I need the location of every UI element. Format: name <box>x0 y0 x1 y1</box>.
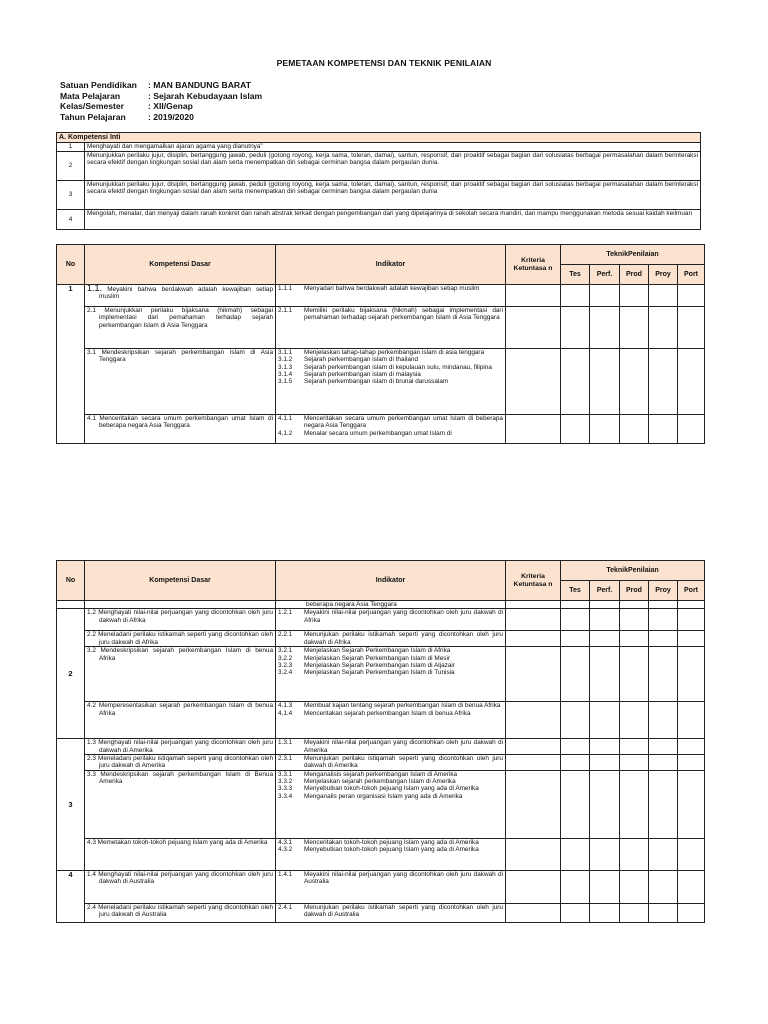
indikator-item <box>278 631 503 646</box>
perf-cell[interactable] <box>590 349 620 415</box>
kd-text: Meneladani perilaku istiqamah seperti yang dicontohkan oleh juru dakwah di Amerika <box>98 754 273 770</box>
kriteria-cell[interactable] <box>506 739 561 755</box>
ki-number: 3 <box>57 181 85 210</box>
prod-cell[interactable] <box>620 838 649 870</box>
meta-label: Mata Pelajaran <box>60 90 121 101</box>
indikator-text: Menyadari bahwa berdakwah adalah kewajiban setiap muslim <box>304 285 480 292</box>
meta-value: : 2019/2020 <box>148 111 194 122</box>
indikator-item <box>278 669 503 676</box>
kompetensi-inti-heading: A. Kompetensi Inti <box>57 133 701 143</box>
indikator-text: Menjelaskan Sejarah Perkembangan Islam di Tunisia <box>304 669 455 677</box>
indikator-number: 3.1.2 <box>278 356 293 364</box>
col-no-header: No <box>57 561 85 601</box>
kriteria-cell[interactable] <box>506 631 561 647</box>
perf-cell[interactable] <box>590 903 620 922</box>
indikator-number: 3.2.4 <box>278 669 293 677</box>
indikator-text: Menjelaskan Sejarah Perkembangan Islam di Aljazair <box>304 661 455 669</box>
tes-cell[interactable] <box>561 870 590 903</box>
kd-number: 4.2 <box>87 702 96 710</box>
col-kd-header: Kompetensi Dasar <box>85 245 276 285</box>
indikator-text: Memiliki perilaku bijaksana (hikmah) sebagai implementasi dari pemahaman terhadap sejarah perkembangan Islam di Asia Tenggara <box>304 307 503 322</box>
indikator-text: Menunjukan perilaku istiqamah seperti yang dicontohkan oleh juru dakwah di Amerika <box>304 754 503 770</box>
indikator-cell <box>276 702 506 739</box>
indikator-text: Sejarah perkembangan islam di kepulauan sulu, mindanau, filipina <box>304 363 492 371</box>
port-cell[interactable] <box>678 349 705 415</box>
prod-cell[interactable] <box>620 647 649 702</box>
indikator-item <box>278 785 503 792</box>
tes-cell[interactable] <box>561 838 590 870</box>
indikator-item <box>278 662 503 669</box>
proy-cell[interactable] <box>649 601 678 609</box>
indikator-number: 3.2.2 <box>278 654 293 662</box>
indikator-number: 3.1.5 <box>278 378 293 386</box>
proy-cell[interactable] <box>649 702 678 739</box>
indikator-text: Menyebutkan tokoh-tokoh pejuang Islam yang ada di Amerika <box>304 846 479 854</box>
col-teknik-header: TeknikPenilaian <box>561 561 705 581</box>
indikator-item <box>278 755 503 770</box>
indikator-number: 4.3.2 <box>278 846 293 854</box>
proy-cell[interactable] <box>649 609 678 631</box>
port-cell[interactable] <box>678 702 705 739</box>
meta-label: Satuan Pendidikan <box>60 80 137 90</box>
kd-number: 2.2 <box>87 631 96 639</box>
kd-cell <box>85 702 276 739</box>
kd-text: Menghayati nilai-nilai perjuangan yang dicontohkan oleh juru dakwah di Afrika <box>98 609 273 624</box>
kd-text: Mendeskripsikan sejarah perkembangan Islam di benua Afrika <box>99 647 273 662</box>
indikator-text: Sejarah perkembangan islam di brunai darussalam <box>304 378 449 386</box>
indikator-continuation: beberapa negara Asia Tenggara <box>276 601 506 609</box>
indikator-text: Sejarah perkembangan islam di thailand <box>304 356 419 364</box>
page-title: PEMETAAN KOMPETENSI DAN TEKNIK PENILAIAN <box>276 58 492 68</box>
tes-cell[interactable] <box>561 285 590 307</box>
ki-text: Menghayati dan mengamalkan ajaran agama yang dianutnya" <box>85 143 701 152</box>
col-port-header: Port <box>678 265 705 285</box>
meta-row <box>60 112 262 123</box>
port-cell[interactable] <box>678 631 705 647</box>
indikator-text: Menganalisis sejarah perkembangan Islam di Amerika <box>304 770 458 778</box>
proy-cell[interactable] <box>649 770 678 838</box>
kd-text: Meneladani perilaku istikamah seperti yang dicontohkan oleh juru dakwah di Australia <box>98 903 274 919</box>
kd-number: 4.3 <box>87 838 96 846</box>
perf-cell[interactable] <box>590 739 620 755</box>
kd-cell <box>85 285 276 307</box>
meta-row <box>60 91 262 102</box>
kd-number: 2.3 <box>87 754 96 762</box>
prod-cell[interactable] <box>620 770 649 838</box>
ki-number: 2 <box>57 152 85 181</box>
kriteria-cell[interactable] <box>506 838 561 870</box>
kd-cell <box>85 609 276 631</box>
kriteria-cell[interactable] <box>506 609 561 631</box>
port-cell[interactable] <box>678 647 705 702</box>
indikator-item <box>278 846 503 853</box>
kriteria-cell[interactable] <box>506 285 561 307</box>
indikator-cell <box>276 903 506 922</box>
perf-cell[interactable] <box>590 870 620 903</box>
indikator-number: 3.3.4 <box>278 792 293 800</box>
meta-row <box>60 80 262 91</box>
tes-cell[interactable] <box>561 601 590 609</box>
indikator-item <box>278 871 503 886</box>
indikator-cell <box>276 285 506 307</box>
kd-cell <box>85 870 276 903</box>
indikator-cell <box>276 770 506 838</box>
indikator-text: Sejarah perkembangan islam di malaysia <box>304 370 421 378</box>
kd-text: Meneladani perilaku istikamah seperti yang dicontohkan oleh juru dakwah di Afrika <box>98 631 274 646</box>
row-number: 2 <box>57 609 85 739</box>
kriteria-cell[interactable] <box>506 415 561 444</box>
indikator-cell <box>276 647 506 702</box>
kriteria-cell[interactable] <box>506 903 561 922</box>
kriteria-cell[interactable] <box>506 870 561 903</box>
kd-number: 3.1 <box>87 349 96 356</box>
kriteria-cell[interactable] <box>506 349 561 415</box>
kriteria-cell[interactable] <box>506 770 561 838</box>
indikator-item <box>278 647 503 654</box>
indikator-number: 3.3.3 <box>278 785 293 793</box>
kd-number: 1.2 <box>87 609 96 617</box>
port-cell[interactable] <box>678 903 705 922</box>
perf-cell[interactable] <box>590 415 620 444</box>
kd-text: Mendeskripsikan sejarah perkembangan Islam di Benua Amerika <box>99 770 273 786</box>
indikator-number: 1.2.1 <box>278 609 293 617</box>
prod-cell[interactable] <box>620 739 649 755</box>
port-cell[interactable] <box>678 770 705 838</box>
col-prod-header: Prod <box>620 265 649 285</box>
indikator-number: 1.3.1 <box>278 739 293 747</box>
tes-cell[interactable] <box>561 739 590 755</box>
indikator-item <box>278 349 503 356</box>
meta-value: : MAN BANDUNG BARAT <box>148 80 251 90</box>
indikator-number: 3.3.1 <box>278 770 293 778</box>
indikator-item <box>278 739 503 754</box>
ki-text: Menunjukkan perilaku jujur, disiplin, bertanggung jawab, peduli (gotong royong, kerja sama, toleran, damai), santun, responsif, dan proaktif sebagai bagian dari solusiatas berbagai permasalahan dalam berinteraksi secara efektif dengan lingkungan sosial dan alam serta menempatkan diri sebagai cerminan bangsa dalam pergaulan dunia <box>85 181 701 210</box>
kd-text: Memetakan tokoh-tokoh pejuang Islam yang ada di Amerika <box>97 838 268 846</box>
kd-cell <box>85 838 276 870</box>
tes-cell[interactable] <box>561 647 590 702</box>
perf-cell[interactable] <box>590 647 620 702</box>
indikator-text: Menunjukan perilaku istikamah seperti yang dicontohkan oleh juru dakwah di Australia <box>304 903 503 919</box>
kd-text: Menunjukkan perilaku bijaksana (hikmah) sebagai implementasi dari pemahaman terhadap sejarah perkembangan Islam di Asia Tenggara <box>99 307 273 329</box>
col-proy-header: Proy <box>649 581 678 601</box>
indikator-number: 3.1.3 <box>278 363 293 371</box>
row-number: 1 <box>57 285 85 444</box>
tes-cell[interactable] <box>561 609 590 631</box>
meta-row <box>60 101 262 112</box>
col-kd-header: Kompetensi Dasar <box>85 561 276 601</box>
kd-cell <box>85 349 276 415</box>
indikator-text: Menyebutkan tokoh-tokoh pejuang Islam yang ada di Amerika <box>304 785 479 793</box>
tes-cell[interactable] <box>561 770 590 838</box>
indikator-item <box>278 710 503 717</box>
tes-cell[interactable] <box>561 754 590 770</box>
indikator-number: 1.4.1 <box>278 870 293 878</box>
perf-cell[interactable] <box>590 770 620 838</box>
perf-cell[interactable] <box>590 702 620 739</box>
kd-number: 3.2 <box>87 647 96 655</box>
perf-cell[interactable] <box>590 307 620 349</box>
indikator-cell <box>276 349 506 415</box>
indikator-cell <box>276 609 506 631</box>
indikator-text: Menceritakan sejarah perkembangan Islam di benua Afrika <box>304 709 471 717</box>
kd-cell <box>85 307 276 349</box>
col-teknik-header: TeknikPenilaian <box>561 245 705 265</box>
kd-text: Menceritakan secara umum perkembangan umat Islam di beberapa negara Asia Tenggara <box>99 415 273 430</box>
indikator-number: 1.1.1 <box>278 285 293 292</box>
kd-number: 1.3 <box>87 739 96 747</box>
port-cell[interactable] <box>678 415 705 444</box>
col-proy-header: Proy <box>649 265 678 285</box>
proy-cell[interactable] <box>649 349 678 415</box>
indikator-item <box>278 285 503 292</box>
prod-cell[interactable] <box>620 631 649 647</box>
kd-cell <box>85 415 276 444</box>
kompetensi-dasar-table-1 <box>56 244 705 444</box>
kd-number: 1.1. <box>87 284 103 293</box>
col-kriteria-header: Kriteria Ketuntasa n <box>506 245 561 285</box>
indikator-item <box>278 778 503 785</box>
port-cell[interactable] <box>678 754 705 770</box>
port-cell[interactable] <box>678 870 705 903</box>
kd-cell <box>85 647 276 702</box>
perf-cell[interactable] <box>590 601 620 609</box>
port-cell[interactable] <box>678 838 705 870</box>
meta-value: : XII/Genap <box>148 101 193 111</box>
kd-text: Mendeskripsikan sejarah perkembangan Islam di Asia Tenggara <box>99 349 273 364</box>
col-perf-header: Perf. <box>590 265 620 285</box>
row-number: 3 <box>57 739 85 871</box>
kriteria-cell[interactable] <box>506 647 561 702</box>
indikator-text: Menceritakan secara umum perkembangan umat Islam di beberapa negara Asia Tenggara <box>304 415 503 430</box>
port-cell[interactable] <box>678 601 705 609</box>
perf-cell[interactable] <box>590 285 620 307</box>
meta-value: : Sejarah Kebudayaan Islam <box>148 90 263 101</box>
indikator-item <box>278 364 503 371</box>
indikator-item <box>278 793 503 800</box>
kd-cell <box>85 631 276 647</box>
indikator-cell <box>276 631 506 647</box>
proy-cell[interactable] <box>649 739 678 755</box>
prod-cell[interactable] <box>620 601 649 609</box>
prod-cell[interactable] <box>620 415 649 444</box>
meta-label: Kelas/Semester <box>60 101 125 111</box>
ki-text: Mengolah, menalar, dan menyaji dalam ranah konkret dan ranah abstrak terkait dengan pengembangan dari yang dipelajarinya di sekolah secara mandiri, dan mampu menggunakan metoda sesuai kaidah keilmuan <box>85 210 701 230</box>
col-prod-header: Prod <box>620 581 649 601</box>
indikator-cell <box>276 307 506 349</box>
kompetensi-inti-table <box>56 132 701 230</box>
indikator-number: 2.1.1 <box>278 307 293 314</box>
indikator-item <box>278 371 503 378</box>
indikator-cell <box>276 838 506 870</box>
indikator-text: Menjelaskan Sejarah Perkembangan Islam di Mesir <box>304 654 450 662</box>
prod-cell[interactable] <box>620 609 649 631</box>
prod-cell[interactable] <box>620 754 649 770</box>
indikator-item <box>278 356 503 363</box>
ki-text: Menunjukkan perilaku jujur, disiplin, bertanggung jawab, peduli (gotong royong, kerja sama, toleran, damai), santun, responsif, dan proaktif sebagai bagian dari solusiatas berbagai permasalahan dalam berinteraksi secara efektif dengan lingkungan sosial dan alam serta menempatkan diri sebagai cerminan bangsa dalam pergaulan dunia. <box>85 152 701 181</box>
indikator-cell <box>276 870 506 903</box>
prod-cell[interactable] <box>620 870 649 903</box>
indikator-text: Menjelaskan Sejarah Perkembangan Islam di Afrika <box>304 647 451 655</box>
kd-number: 2.1 <box>87 307 96 314</box>
col-tes-header: Tes <box>561 265 590 285</box>
indikator-text: Menunjukan perilaku istikamah seperti yang dicontohkan oleh juru dakwah di Afrika <box>304 631 503 646</box>
indikator-item <box>278 771 503 778</box>
indikator-item <box>278 307 503 322</box>
indikator-number: 4.3.1 <box>278 838 293 846</box>
kriteria-cell[interactable] <box>506 754 561 770</box>
row-number: 4 <box>57 870 85 922</box>
kd-number: 4.1 <box>87 415 96 422</box>
kd-cell <box>85 739 276 755</box>
proy-cell[interactable] <box>649 285 678 307</box>
indikator-text: Menjelaskan tahap-tahap perkembangan islam di asia tenggara <box>304 349 485 356</box>
indikator-number: 3.2.1 <box>278 647 293 655</box>
col-indikator-header: Indikator <box>276 245 506 285</box>
port-cell[interactable] <box>678 739 705 755</box>
indikator-text: Menalar secara umum perkembangan umat Islam di <box>304 429 452 437</box>
indikator-item <box>278 702 503 709</box>
col-port-header: Port <box>678 581 705 601</box>
indikator-text: Menceritakan tokoh-tokoh pejuang Islam yang ada di Amerika <box>304 838 479 846</box>
kd-text: Meyakini bahwa berdakwah adalah kewajiban setiap muslim <box>99 286 273 301</box>
perf-cell[interactable] <box>590 754 620 770</box>
prod-cell[interactable] <box>620 307 649 349</box>
indikator-text: Meyakini nilai-nilai perjuangan yang dicontohkan oleh juru dakwah di Afrika <box>304 609 503 624</box>
indikator-cell <box>276 415 506 444</box>
indikator-number: 4.1.1 <box>278 415 293 422</box>
kd-number: 2.4 <box>87 903 96 911</box>
indikator-number: 3.2.3 <box>278 661 293 669</box>
indikator-item <box>278 609 503 624</box>
indikator-number: 3.1.1 <box>278 349 293 356</box>
indikator-cell <box>276 754 506 770</box>
indikator-text: Meyakini nilai-nilai perjuangan yang dicontohkan oleh juru dakwah di Australia <box>304 870 503 886</box>
proy-cell[interactable] <box>649 631 678 647</box>
indikator-text: Membuat kajian tentang sejarah perkembangan Islam di benua Afrika <box>304 702 501 710</box>
indikator-number: 2.2.1 <box>278 631 293 639</box>
indikator-text: Menganalis peran organisasi Islam yang ada di Amerika <box>304 792 463 800</box>
indikator-item <box>278 378 503 385</box>
indikator-item <box>278 904 503 919</box>
indikator-text: Menjelaskan sejarah perkembangan Islam di Amerika <box>304 778 456 786</box>
meta-label: Tahun Pelajaran <box>60 111 126 122</box>
proy-cell[interactable] <box>649 870 678 903</box>
ki-number: 4 <box>57 210 85 230</box>
indikator-number: 4.1.4 <box>278 709 293 717</box>
kd-number: 1.4 <box>87 870 96 878</box>
prod-cell[interactable] <box>620 285 649 307</box>
kriteria-cell[interactable] <box>506 702 561 739</box>
document-meta <box>60 80 262 122</box>
proy-cell[interactable] <box>649 415 678 444</box>
port-cell[interactable] <box>678 307 705 349</box>
col-tes-header: Tes <box>561 581 590 601</box>
tes-cell[interactable] <box>561 349 590 415</box>
proy-cell[interactable] <box>649 838 678 870</box>
indikator-number: 3.3.2 <box>278 778 293 786</box>
kd-cell <box>85 770 276 838</box>
tes-cell[interactable] <box>561 415 590 444</box>
col-indikator-header: Indikator <box>276 561 506 601</box>
kd-text: Memperesentasikan sejarah perkembangan Islam di benua Afrika <box>98 702 274 717</box>
indikator-item <box>278 430 503 437</box>
proy-cell[interactable] <box>649 903 678 922</box>
tes-cell[interactable] <box>561 702 590 739</box>
prod-cell[interactable] <box>620 903 649 922</box>
kd-cell <box>85 754 276 770</box>
ki-number: 1 <box>57 143 85 152</box>
kriteria-cell[interactable] <box>506 601 561 609</box>
col-no-header: No <box>57 245 85 285</box>
indikator-item <box>278 655 503 662</box>
port-cell[interactable] <box>678 609 705 631</box>
indikator-number: 2.4.1 <box>278 903 293 911</box>
indikator-number: 2.3.1 <box>278 754 293 762</box>
tes-cell[interactable] <box>561 903 590 922</box>
indikator-item <box>278 839 503 846</box>
indikator-cell <box>276 739 506 755</box>
col-perf-header: Perf. <box>590 581 620 601</box>
perf-cell[interactable] <box>590 838 620 870</box>
proy-cell[interactable] <box>649 647 678 702</box>
kd-cell <box>85 903 276 922</box>
kriteria-cell[interactable] <box>506 307 561 349</box>
indikator-number: 4.1.2 <box>278 429 293 437</box>
port-cell[interactable] <box>678 285 705 307</box>
indikator-number: 3.1.4 <box>278 370 293 378</box>
prod-cell[interactable] <box>620 349 649 415</box>
tes-cell[interactable] <box>561 307 590 349</box>
perf-cell[interactable] <box>590 609 620 631</box>
kd-number: 3.3 <box>87 770 96 778</box>
proy-cell[interactable] <box>649 307 678 349</box>
indikator-item <box>278 415 503 430</box>
perf-cell[interactable] <box>590 631 620 647</box>
kompetensi-dasar-table-2 <box>56 560 705 923</box>
prod-cell[interactable] <box>620 702 649 739</box>
col-kriteria-header: Kriteria Ketuntasa n <box>506 561 561 601</box>
kd-text: Menghayati nilai-nilai perjuangan yang dicontohkan oleh juru dakwah di Australia <box>98 870 273 886</box>
proy-cell[interactable] <box>649 754 678 770</box>
indikator-number: 4.1.3 <box>278 702 293 710</box>
indikator-text: Meyakini nilai-nilai perjuangan yang dicontohkan oleh juru dakwah di Amerika <box>304 739 503 754</box>
kd-text: Menghayati nilai-nilai perjuangan yang dicontohkan oleh juru dakwah di Amerika <box>98 739 273 754</box>
tes-cell[interactable] <box>561 631 590 647</box>
